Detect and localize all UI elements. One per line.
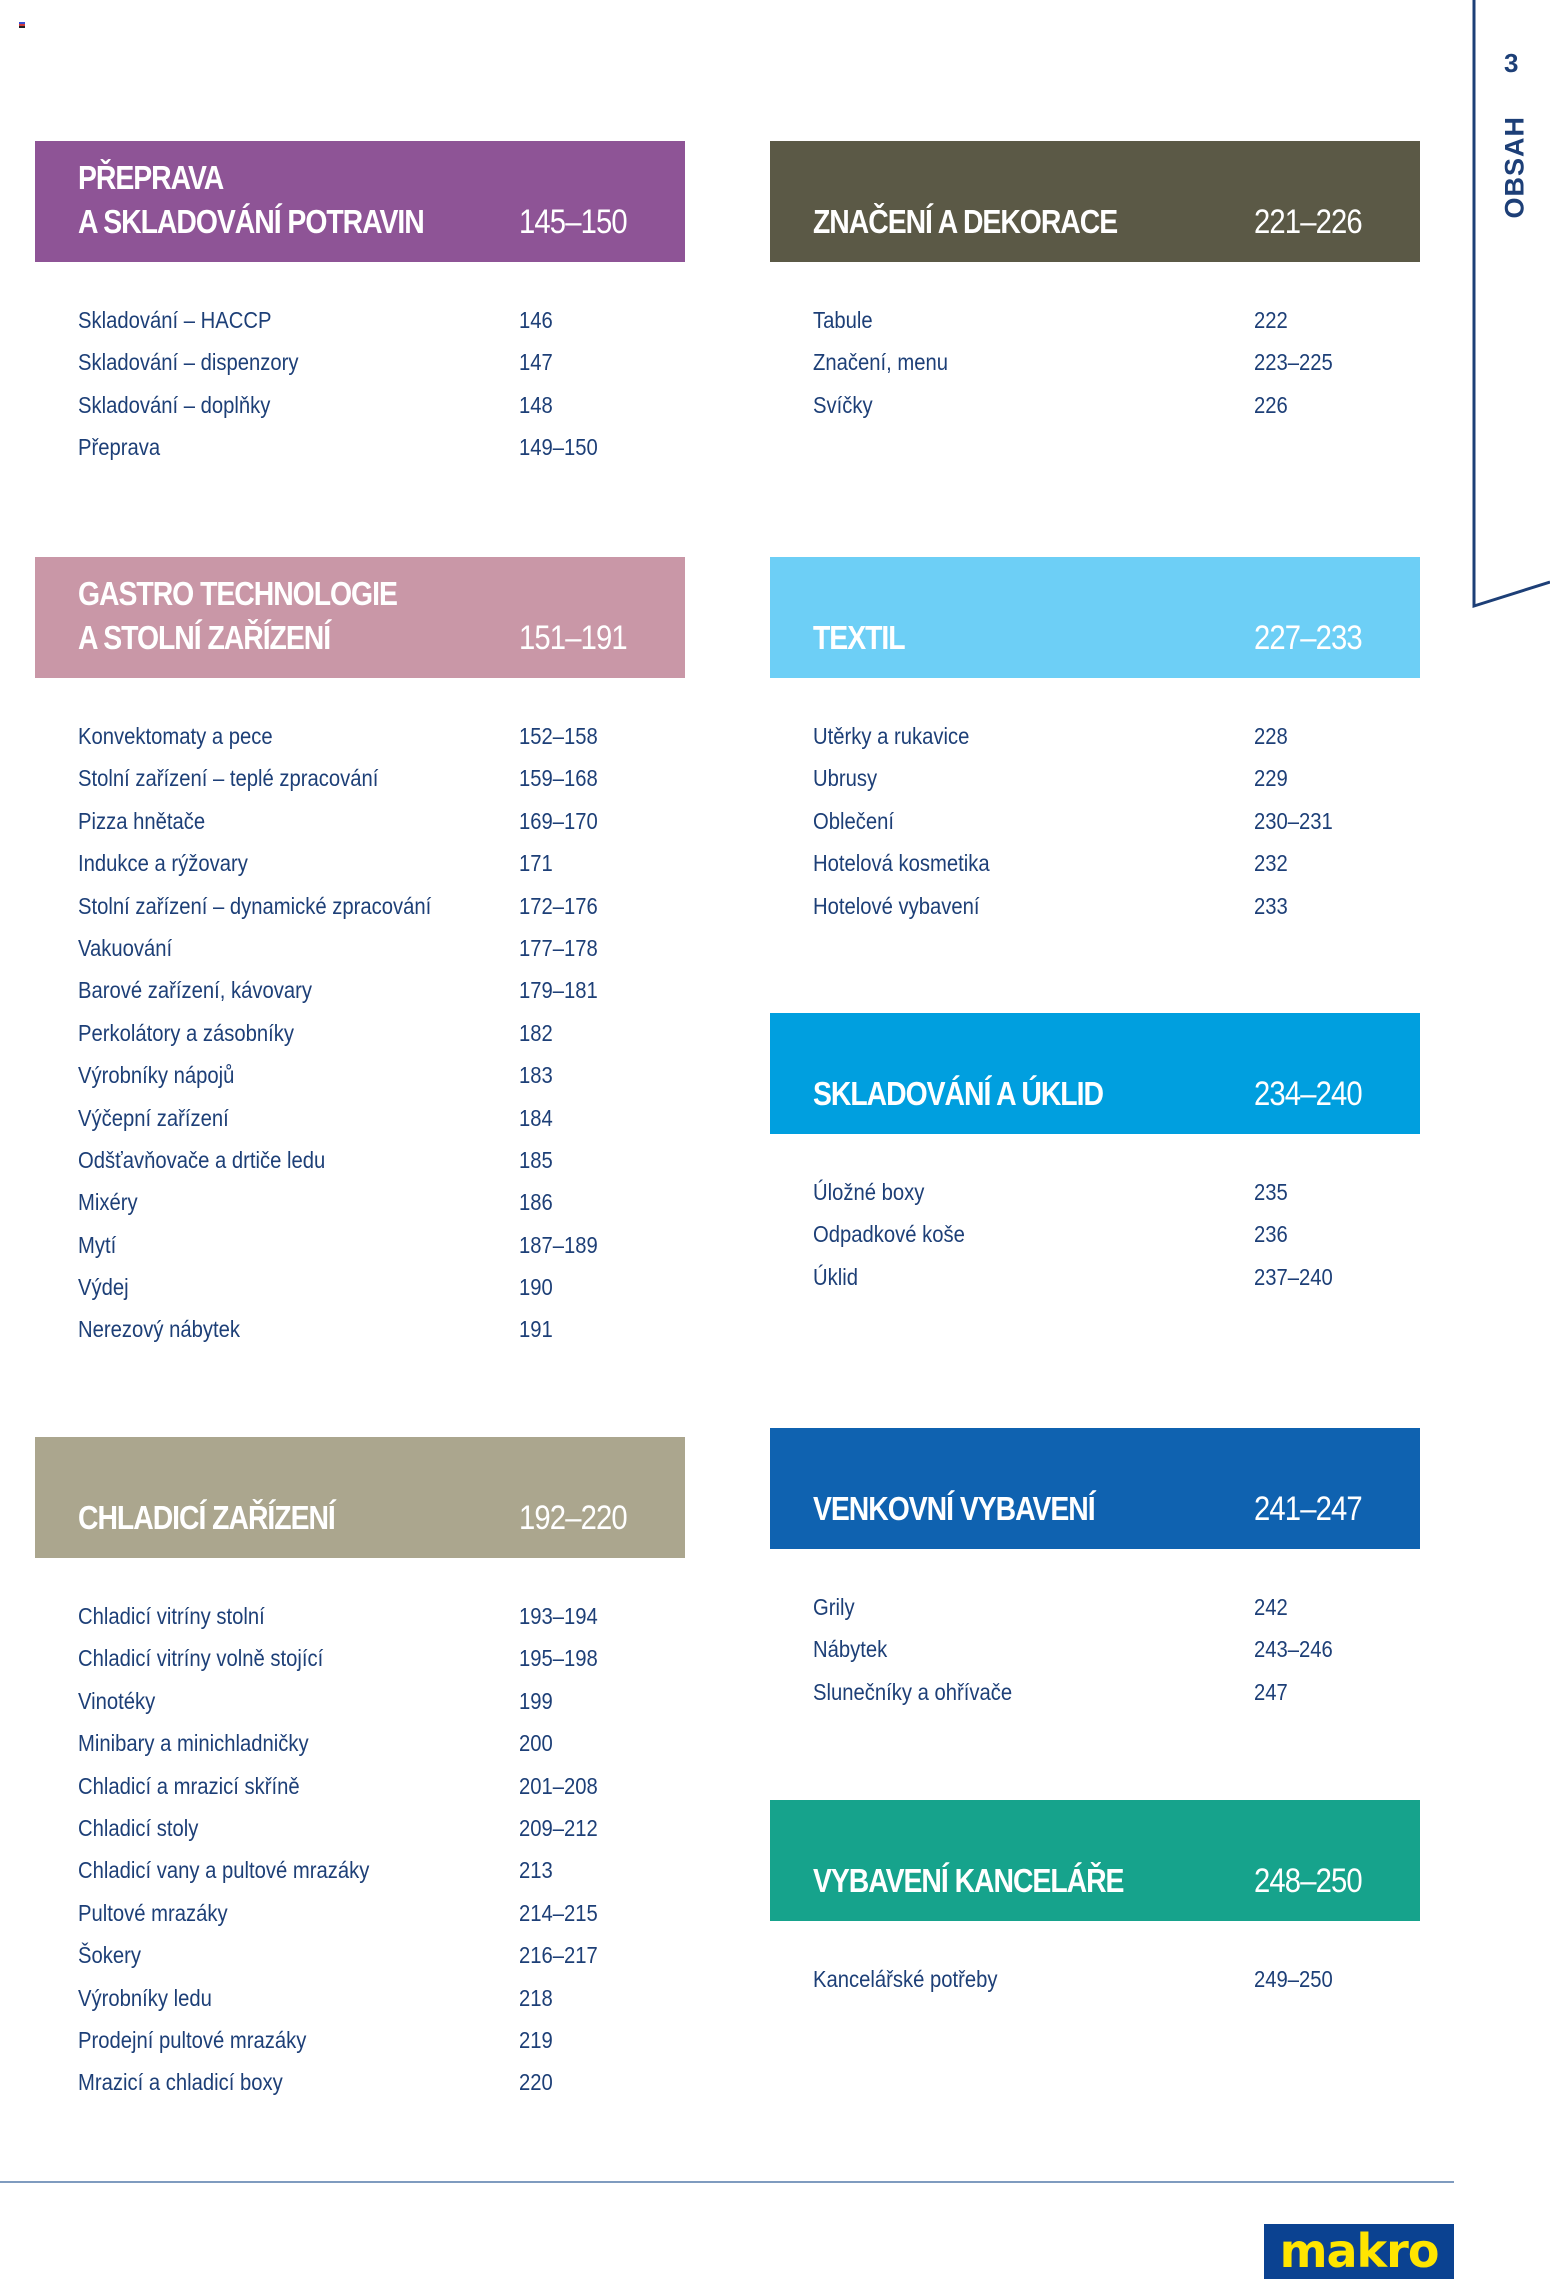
toc-entry[interactable] xyxy=(35,715,685,757)
section-page-range: 241–247 xyxy=(1254,1490,1362,1528)
side-tab-label: OBSAH xyxy=(1499,115,1530,219)
toc-entry-name: Grily xyxy=(813,1594,855,1620)
toc-entry-pages: 146 xyxy=(519,307,553,333)
toc-entry[interactable] xyxy=(35,1139,685,1181)
section-header[interactable] xyxy=(35,141,685,262)
toc-entry-name: Značení, menu xyxy=(813,349,949,376)
toc-entry-pages: 220 xyxy=(519,2069,553,2096)
toc-entry-name: Mrazicí a chladicí boxy xyxy=(78,2069,283,2096)
toc-entry[interactable] xyxy=(35,800,685,842)
toc-entry-pages: 237–240 xyxy=(1254,1263,1333,1290)
toc-entry-name: Odpadkové koše xyxy=(813,1221,965,1248)
toc-entry-pages: 200 xyxy=(519,1730,553,1757)
toc-entry-pages: 228 xyxy=(1254,723,1288,749)
section-items xyxy=(35,1595,685,2104)
toc-entry-name: Prodejní pultové mrazáky xyxy=(78,2026,307,2053)
toc-entry[interactable] xyxy=(35,1977,685,2019)
toc-entry-name: Nerezový nábytek xyxy=(78,1316,241,1343)
toc-entry[interactable] xyxy=(770,1958,1420,2000)
section-page-range: 248–250 xyxy=(1254,1862,1362,1900)
toc-entry-pages: 209–212 xyxy=(519,1814,598,1841)
section-header[interactable] xyxy=(770,1800,1420,1921)
section-items xyxy=(770,715,1420,927)
toc-section xyxy=(770,1428,1420,1713)
toc-entry[interactable] xyxy=(770,1628,1420,1670)
toc-entry-pages: 243–246 xyxy=(1254,1636,1333,1663)
section-page-range: 192–220 xyxy=(519,1499,627,1537)
print-registration-mark xyxy=(19,22,25,28)
section-header[interactable] xyxy=(770,141,1420,262)
toc-entry-name: Pizza hnětače xyxy=(78,807,206,834)
toc-section xyxy=(35,557,685,1351)
toc-entry[interactable] xyxy=(770,1671,1420,1713)
toc-entry[interactable] xyxy=(770,800,1420,842)
toc-entry[interactable] xyxy=(35,1849,685,1891)
toc-entry[interactable] xyxy=(770,757,1420,799)
toc-entry-name: Oblečení xyxy=(813,807,895,834)
toc-entry[interactable] xyxy=(35,969,685,1011)
toc-entry-pages: 193–194 xyxy=(519,1603,598,1629)
toc-entry-name: Stolní zařízení – teplé zpracování xyxy=(78,765,379,792)
toc-entry[interactable] xyxy=(35,1181,685,1223)
toc-entry-name: Chladicí stoly xyxy=(78,1814,199,1841)
toc-entry-pages: 187–189 xyxy=(519,1231,598,1258)
toc-entry[interactable] xyxy=(770,1586,1420,1628)
section-title: VENKOVNÍ VYBAVENÍ xyxy=(813,1490,1095,1527)
toc-entry-name: Perkolátory a zásobníky xyxy=(78,1019,294,1046)
toc-entry[interactable] xyxy=(35,1012,685,1054)
toc-entry-pages: 172–176 xyxy=(519,892,598,919)
toc-entry[interactable] xyxy=(35,1892,685,1934)
toc-section xyxy=(770,141,1420,426)
toc-entry-pages: 183 xyxy=(519,1062,553,1089)
toc-entry[interactable] xyxy=(35,1054,685,1096)
toc-entry[interactable] xyxy=(35,2061,685,2103)
toc-entry[interactable] xyxy=(35,426,685,468)
footer-divider xyxy=(0,2181,1454,2183)
toc-entry[interactable] xyxy=(35,1934,685,1976)
toc-section xyxy=(770,557,1420,927)
section-items xyxy=(770,299,1420,426)
toc-entry-pages: 186 xyxy=(519,1189,553,1216)
toc-entry[interactable] xyxy=(35,384,685,426)
toc-entry-pages: 216–217 xyxy=(519,1942,598,1969)
toc-entry-pages: 222 xyxy=(1254,307,1288,333)
toc-entry-name: Vinotéky xyxy=(78,1687,156,1714)
toc-entry-name: Hotelové vybavení xyxy=(813,892,980,919)
page-number: 3 xyxy=(1504,48,1519,78)
toc-entry[interactable] xyxy=(770,885,1420,927)
section-page-range: 227–233 xyxy=(1254,619,1362,657)
toc-entry[interactable] xyxy=(770,299,1420,341)
toc-entry-pages: 236 xyxy=(1254,1221,1288,1248)
section-items xyxy=(35,299,685,469)
toc-entry-pages: 214–215 xyxy=(519,1899,598,1926)
toc-entry-name: Výrobníky nápojů xyxy=(78,1062,235,1089)
toc-entry[interactable] xyxy=(770,1213,1420,1255)
toc-entry[interactable] xyxy=(35,1266,685,1308)
section-title: VYBAVENÍ KANCELÁŘE xyxy=(813,1862,1124,1899)
toc-entry-pages: 148 xyxy=(519,391,553,418)
toc-entry-pages: 218 xyxy=(519,1984,553,2011)
toc-entry-name: Chladicí a mrazicí skříně xyxy=(78,1772,300,1799)
toc-entry-pages: 149–150 xyxy=(519,434,598,461)
toc-entry-pages: 182 xyxy=(519,1019,553,1046)
toc-entry-pages: 213 xyxy=(519,1857,553,1884)
toc-entry[interactable] xyxy=(770,1256,1420,1298)
toc-entry-name: Vakuování xyxy=(78,934,173,961)
section-title: CHLADICÍ ZAŘÍZENÍ xyxy=(78,1499,335,1536)
toc-entry-name: Stolní zařízení – dynamické zpracování xyxy=(78,892,432,919)
toc-entry[interactable] xyxy=(35,2019,685,2061)
toc-entry-pages: 191 xyxy=(519,1316,553,1343)
toc-entry-pages: 199 xyxy=(519,1687,553,1714)
toc-entry-pages: 226 xyxy=(1254,391,1288,418)
section-title: PŘEPRAVA A SKLADOVÁNÍ POTRAVIN xyxy=(78,159,424,240)
toc-entry-name: Skladování – dispenzory xyxy=(78,349,299,376)
toc-entry-name: Přeprava xyxy=(78,434,161,461)
toc-entry-pages: 159–168 xyxy=(519,765,598,792)
toc-entry-name: Úklid xyxy=(813,1263,858,1290)
section-title: TEXTIL xyxy=(813,619,905,656)
section-items xyxy=(770,1958,1420,2000)
toc-entry[interactable] xyxy=(770,842,1420,884)
section-items xyxy=(35,715,685,1351)
toc-entry[interactable] xyxy=(35,1308,685,1350)
toc-entry-pages: 184 xyxy=(519,1104,553,1131)
toc-entry-pages: 147 xyxy=(519,349,553,376)
toc-entry-name: Chladicí vitríny volně stojící xyxy=(78,1645,324,1672)
toc-entry[interactable] xyxy=(35,1722,685,1764)
toc-entry[interactable] xyxy=(35,1224,685,1266)
toc-entry-name: Kancelářské potřeby xyxy=(813,1966,998,1992)
toc-entry[interactable] xyxy=(35,1807,685,1849)
toc-entry-pages: 233 xyxy=(1254,892,1288,919)
toc-entry-name: Tabule xyxy=(813,307,873,333)
toc-section xyxy=(770,1013,1420,1298)
toc-entry[interactable] xyxy=(35,1680,685,1722)
toc-entry[interactable] xyxy=(770,1171,1420,1213)
toc-entry-pages: 177–178 xyxy=(519,934,598,961)
toc-entry-pages: 219 xyxy=(519,2026,553,2053)
toc-entry[interactable] xyxy=(35,1765,685,1807)
section-page-range: 221–226 xyxy=(1254,203,1362,241)
section-items xyxy=(770,1171,1420,1298)
toc-entry-pages: 242 xyxy=(1254,1594,1288,1620)
toc-section xyxy=(35,141,685,469)
toc-entry-name: Hotelová kosmetika xyxy=(813,850,990,877)
section-header[interactable] xyxy=(770,557,1420,678)
section-header[interactable] xyxy=(35,557,685,678)
toc-entry-pages: 249–250 xyxy=(1254,1966,1333,1992)
toc-entry-pages: 201–208 xyxy=(519,1772,598,1799)
toc-entry-pages: 229 xyxy=(1254,765,1288,792)
toc-entry-pages: 195–198 xyxy=(519,1645,598,1672)
toc-entry-name: Skladování – doplňky xyxy=(78,391,271,418)
makro-logo: makro xyxy=(1264,2224,1454,2279)
toc-entry[interactable] xyxy=(35,1595,685,1637)
toc-entry-pages: 179–181 xyxy=(519,977,598,1004)
section-items xyxy=(770,1586,1420,1713)
toc-entry-name: Odšťavňovače a drtiče ledu xyxy=(78,1146,326,1173)
toc-entry-name: Mixéry xyxy=(78,1189,138,1216)
toc-entry-name: Ubrusy xyxy=(813,765,878,792)
section-title: SKLADOVÁNÍ A ÚKLID xyxy=(813,1075,1103,1112)
toc-entry-name: Minibary a minichladničky xyxy=(78,1730,309,1757)
section-title: GASTRO TECHNOLOGIE A STOLNÍ ZAŘÍZENÍ xyxy=(78,575,397,656)
section-page-range: 145–150 xyxy=(519,203,627,241)
toc-entry-name: Pultové mrazáky xyxy=(78,1899,228,1926)
toc-entry-name: Utěrky a rukavice xyxy=(813,723,970,749)
toc-entry[interactable] xyxy=(35,1637,685,1679)
toc-entry-name: Mytí xyxy=(78,1231,117,1258)
toc-entry-pages: 247 xyxy=(1254,1678,1288,1705)
toc-entry[interactable] xyxy=(35,885,685,927)
section-page-range: 151–191 xyxy=(519,619,627,657)
toc-entry-name: Slunečníky a ohřívače xyxy=(813,1678,1013,1705)
section-header[interactable] xyxy=(770,1428,1420,1549)
toc-section xyxy=(770,1800,1420,2000)
toc-entry-name: Výrobníky ledu xyxy=(78,1984,212,2011)
toc-entry-name: Nábytek xyxy=(813,1636,888,1663)
toc-entry-name: Skladování – HACCP xyxy=(78,307,272,333)
section-page-range: 234–240 xyxy=(1254,1075,1362,1113)
toc-entry-name: Konvektomaty a pece xyxy=(78,723,273,749)
toc-entry-pages: 190 xyxy=(519,1274,553,1301)
toc-section xyxy=(35,1437,685,2104)
toc-entry-pages: 230–231 xyxy=(1254,807,1333,834)
toc-entry-pages: 232 xyxy=(1254,850,1288,877)
toc-entry-name: Svíčky xyxy=(813,391,873,418)
toc-entry-pages: 169–170 xyxy=(519,807,598,834)
toc-entry-pages: 235 xyxy=(1254,1179,1288,1205)
toc-entry-name: Barové zařízení, kávovary xyxy=(78,977,312,1004)
toc-entry[interactable] xyxy=(35,341,685,383)
toc-entry[interactable] xyxy=(770,715,1420,757)
toc-entry[interactable] xyxy=(770,341,1420,383)
toc-entry[interactable] xyxy=(35,842,685,884)
section-title: ZNAČENÍ A DEKORACE xyxy=(813,203,1118,240)
section-header[interactable] xyxy=(35,1437,685,1558)
toc-entry[interactable] xyxy=(35,927,685,969)
section-header[interactable] xyxy=(770,1013,1420,1134)
toc-entry-name: Úložné boxy xyxy=(813,1179,925,1205)
toc-entry[interactable] xyxy=(35,1097,685,1139)
toc-entry-pages: 185 xyxy=(519,1146,553,1173)
toc-entry-pages: 152–158 xyxy=(519,723,598,749)
toc-entry-pages: 223–225 xyxy=(1254,349,1333,376)
toc-entry-name: Výčepní zařízení xyxy=(78,1104,229,1131)
toc-entry-name: Indukce a rýžovary xyxy=(78,850,248,877)
toc-entry-pages: 171 xyxy=(519,850,553,877)
toc-entry-name: Chladicí vitríny stolní xyxy=(78,1603,265,1629)
toc-entry[interactable] xyxy=(35,299,685,341)
toc-entry-name: Šokery xyxy=(78,1942,142,1969)
side-tab-outline xyxy=(1472,0,1550,610)
toc-entry-name: Chladicí vany a pultové mrazáky xyxy=(78,1857,370,1884)
toc-entry[interactable] xyxy=(35,757,685,799)
toc-entry[interactable] xyxy=(770,384,1420,426)
toc-entry-name: Výdej xyxy=(78,1274,129,1301)
